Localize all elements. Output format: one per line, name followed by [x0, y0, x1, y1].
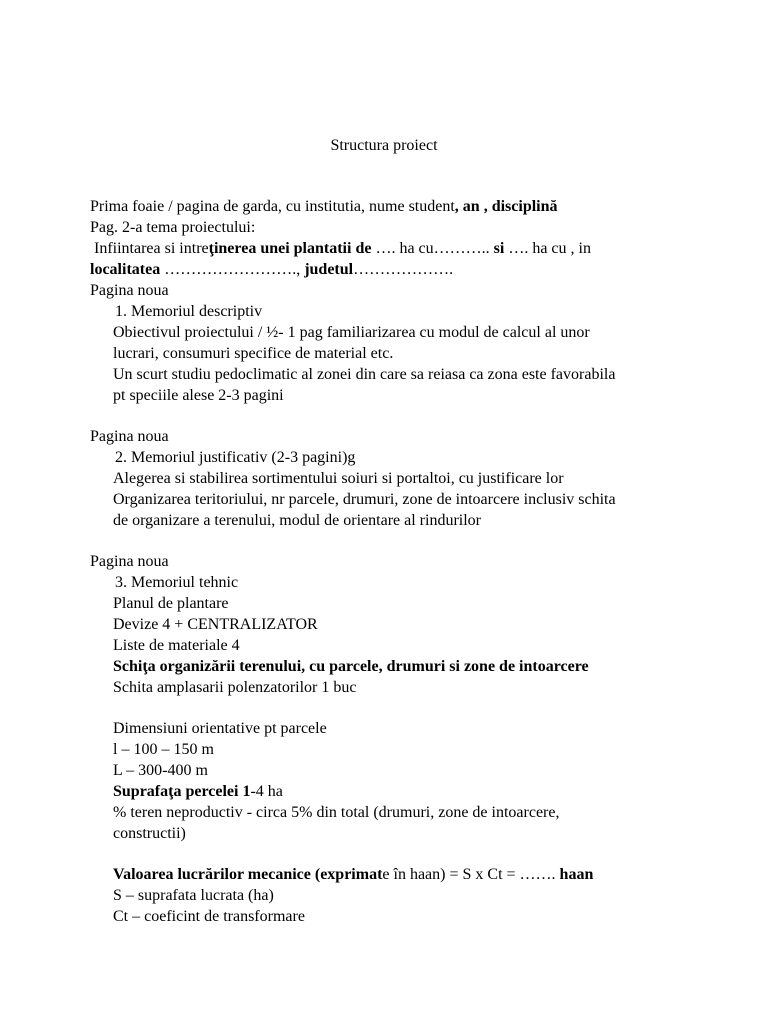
dims-line: constructii)	[113, 825, 186, 842]
dims-line: L – 300-400 m	[113, 762, 208, 779]
intro-text: …. ha cu………..	[371, 240, 494, 257]
section-3-line: Schita amplasarii polenzatorilor 1 buc	[113, 679, 357, 696]
section-1-page-label: Pagina noua	[90, 282, 169, 299]
dims-line: l – 100 – 150 m	[113, 741, 214, 758]
dims-text: -4 ha	[250, 783, 283, 800]
intro-line-4	[90, 260, 453, 280]
page-title: Structura proiect	[330, 137, 438, 154]
section-3-line: Devize 4 + CENTRALIZATOR	[113, 616, 318, 633]
valoare-line: Ct – coeficint de transformare	[113, 908, 305, 925]
dims-line: Dimensiuni orientative pt parcele	[113, 720, 327, 737]
valoare-line: S – suprafata lucrata (ha)	[113, 887, 274, 904]
intro-line-3	[94, 239, 591, 259]
section-3-line-bold: Schiţa organizării terenului, cu parcele, drumuri si zone de intoarcere	[113, 658, 589, 675]
section-2-page-label: Pagina noua	[90, 428, 169, 445]
valoare-line	[113, 865, 593, 885]
section-2-line: de organizare a terenului, modul de orientare al rindurilor	[113, 512, 481, 529]
intro-text: ……………….	[353, 261, 454, 278]
intro-text: Infiintarea si intre	[94, 240, 209, 257]
valoare-bold: Valoarea lucrărilor mecanice (exprimat	[113, 866, 383, 883]
section-1-line: lucrari, consumuri specifice de material etc.	[113, 345, 394, 362]
intro-bold: , an , disciplină	[454, 198, 558, 215]
intro-text: Prima foaie / pagina de garda, cu institutia, nume student	[90, 198, 455, 215]
intro-text: …. ha cu , in	[504, 240, 591, 257]
intro-bold: si	[493, 240, 505, 257]
dims-line	[113, 782, 283, 802]
intro-bold: localitatea	[90, 261, 161, 278]
section-3-line: Planul de plantare	[113, 595, 229, 612]
valoare-text: e în haan) = S x Ct = …….	[382, 866, 560, 883]
section-2-line: Organizarea teritoriului, nr parcele, drumuri, zone de intoarcere inclusiv schita	[113, 491, 616, 508]
section-3-line: Liste de materiale 4	[113, 637, 240, 654]
section-1-line: pt speciile alese 2-3 pagini	[113, 387, 284, 404]
dims-line: % teren neproductiv - circa 5% din total (drumuri, zone de intoarcere,	[113, 804, 560, 821]
intro-bold: judetul	[304, 261, 354, 278]
section-3-heading: 3. Memoriul tehnic	[115, 574, 239, 591]
section-1-heading: 1. Memoriul descriptiv	[115, 303, 263, 320]
intro-line-2: Pag. 2-a tema proiectului:	[90, 219, 256, 236]
section-1-line: Obiectivul proiectului / ½- 1 pag familiarizarea cu modul de calcul al unor	[113, 324, 590, 341]
dims-bold: Suprafaţa percelei 1	[113, 783, 251, 800]
intro-line-1	[90, 197, 558, 217]
section-1-line: Un scurt studiu pedoclimatic al zonei din care sa reiasa ca zona este favorabila	[113, 366, 616, 383]
valoare-bold: haan	[559, 866, 594, 883]
intro-text: …………………….,	[160, 261, 305, 278]
section-2-heading: 2. Memoriul justificativ (2-3 pagini)g	[115, 449, 356, 466]
section-3-page-label: Pagina noua	[90, 553, 169, 570]
intro-bold: ţinerea unei plantatii de	[208, 240, 372, 257]
section-2-line: Alegerea si stabilirea sortimentului soiuri si portaltoi, cu justificare lor	[113, 470, 564, 487]
